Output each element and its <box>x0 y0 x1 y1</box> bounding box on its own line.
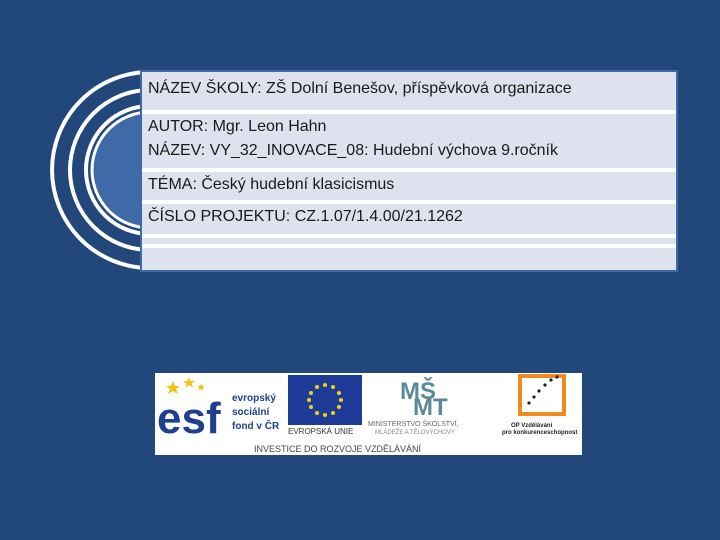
esf-text-2: sociální <box>232 407 270 418</box>
esf-word: esf <box>157 394 221 443</box>
esf-text-3: fond v ČR <box>232 421 280 432</box>
svg-text:MŠ: MŠ <box>400 378 436 405</box>
title-row <box>142 138 676 168</box>
esf-text-1: evropský <box>232 393 276 404</box>
author-row <box>142 114 676 138</box>
op-text-2: pro konkurenceschopnost <box>502 430 578 436</box>
msmt-text-2: MLÁDEŽE A TĚLOVÝCHOVY <box>375 430 455 436</box>
op-logo <box>502 375 577 436</box>
project-row <box>142 204 676 234</box>
topic-row <box>142 172 676 200</box>
esf-logo <box>157 377 280 443</box>
op-text-1: OP Vzdělávání <box>511 423 553 429</box>
eu-text: EVROPSKÁ UNIE <box>288 427 354 436</box>
svg-text:MT: MT <box>413 394 448 421</box>
msmt-text-1: MINISTERSTVO ŠKOLSTVÍ, <box>368 421 459 428</box>
info-panel <box>140 70 678 272</box>
logos-svg <box>155 373 582 455</box>
school-name-text: NÁZEV ŠKOLY: ZŠ Dolní Benešov, příspěvková organizace <box>148 80 572 97</box>
eu-flag-logo <box>288 375 362 436</box>
school-name-row <box>142 72 676 110</box>
empty-row <box>142 238 676 244</box>
topic-text: TÉMA: Český hudební klasicismus <box>148 176 395 193</box>
title-text: NÁZEV: VY_32_INOVACE_08: Hudební výchova 9.ročník <box>148 142 558 159</box>
investice-text: INVESTICE DO ROZVOJE VZDĚLÁVÁNÍ <box>254 444 422 454</box>
msmt-logo <box>368 377 459 436</box>
project-text: ČÍSLO PROJEKTU: CZ.1.07/1.4.00/21.1262 <box>148 208 463 225</box>
author-text: AUTOR: Mgr. Leon Hahn <box>148 118 327 135</box>
empty-row <box>142 248 676 270</box>
funding-logos <box>155 373 582 455</box>
